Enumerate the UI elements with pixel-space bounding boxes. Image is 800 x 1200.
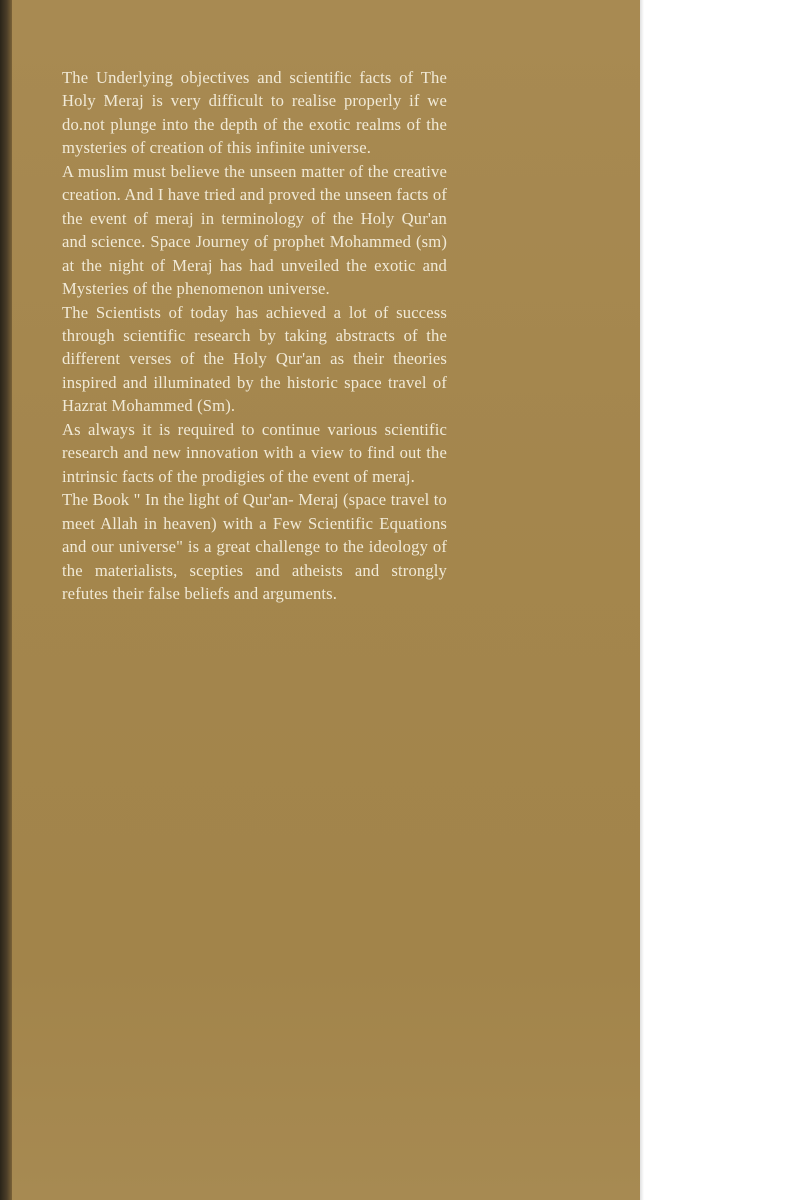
cover-edge-shadow <box>640 0 644 1200</box>
blurb-paragraph-2: A muslim must believe the unseen matter of the creative creation. And I have tried and proved the unseen facts of the event of meraj in terminology of the Holy Qur'an and science. Space Journey of prophet Mohammed (sm) at the night of Meraj has had unveiled the exotic and Mysteries of the phenomenon universe. <box>62 161 447 299</box>
blurb-paragraph-5: The Book " In the light of Qur'an- Meraj (space travel to meet Allah in heaven) with a Few Scientific Equations and our universe" is a great challenge to the ideology of the materialists, scepties and atheists and strongly refutes their false beliefs and arguments. <box>62 490 447 603</box>
blurb-paragraph-1: The Underlying objectives and scientific facts of The Holy Meraj is very difficult to realise properly if we do.not plunge into the depth of the exotic realms of the mysteries of creation of this infinite universe. <box>62 68 447 158</box>
book-spine-edge <box>0 0 12 1200</box>
blurb-paragraph-3: The Scientists of today has achieved a lot of success through scientific research by taking abstracts of the different verses of the Holy Qur'an as their theories inspired and illuminated by the historic space travel of Hazrat Mohammed (Sm). <box>62 302 447 416</box>
blurb-paragraph-4: As always it is required to continue various scientific research and new innovation with a view to find out the intrinsic facts of the prodigies of the event of meraj. <box>62 419 447 486</box>
blurb-text-block <box>62 66 447 605</box>
